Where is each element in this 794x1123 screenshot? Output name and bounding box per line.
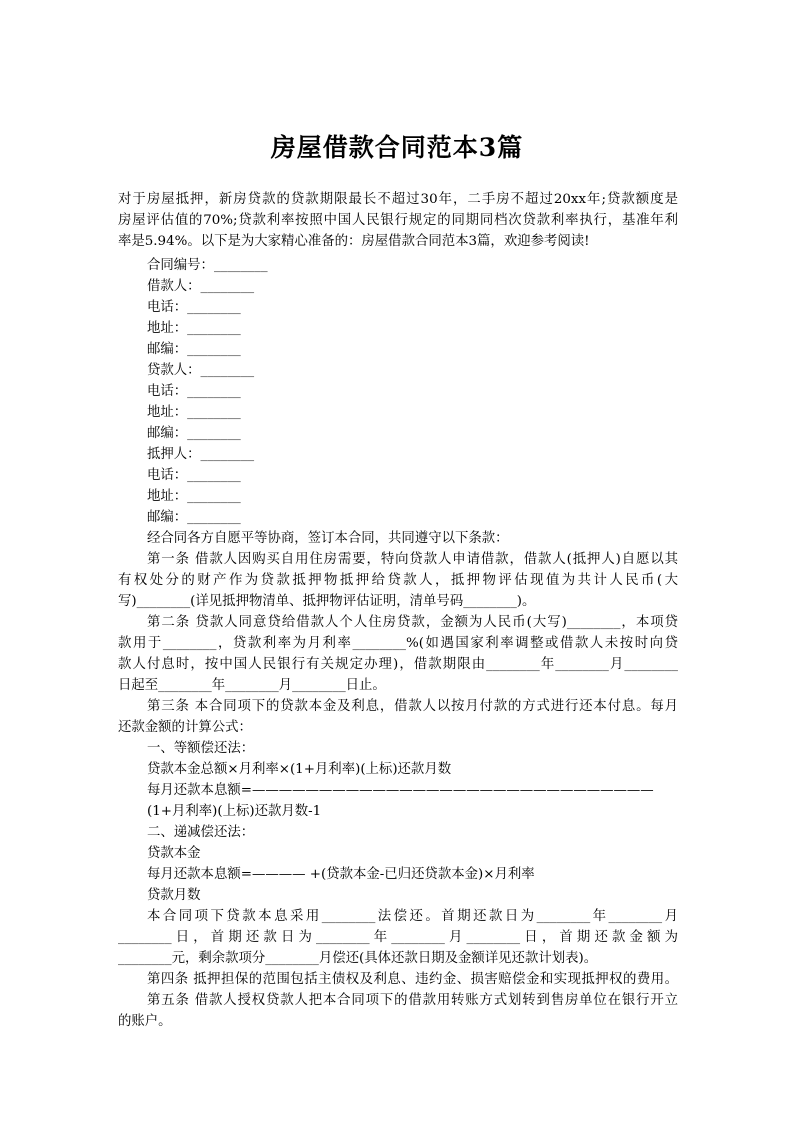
text-line: 款用于________，贷款利率为月利率________%(如遇国家利率调整或借款人未按时向贷 <box>118 636 678 651</box>
text-line: 经合同各方自愿平等协商，签订本合同，共同遵守以下条款： <box>147 531 509 546</box>
text-line: (1+月利率)(上标)还款月数-1 <box>147 804 322 819</box>
text-line: 对于房屋抵押，新房贷款的贷款期限最长不超过30年，二手房不超过20xx年;贷款额度是 <box>118 192 678 207</box>
text-line: 贷款月数 <box>147 888 201 903</box>
text-line: 邮编：________ <box>147 510 241 525</box>
text-line: 日起至________年________月________日止。 <box>118 678 386 693</box>
text-line: 地址：________ <box>147 321 241 336</box>
text-line: 地址：________ <box>147 405 241 420</box>
text-line: 贷款本金总额×月利率×(1+月利率)(上标)还款月数 <box>147 762 452 777</box>
document-title: 房屋借款合同范本3篇 <box>270 133 524 162</box>
text-line: 有权处分的财产作为贷款抵押物抵押给贷款人，抵押物评估现值为共计人民币(大 <box>118 573 678 588</box>
text-line: 每月还款本息额=———— +(贷款本金-已归还贷款本金)×月利率 <box>147 867 535 882</box>
text-line: 合同编号：________ <box>147 258 268 273</box>
text-line: 本合同项下贷款本息采用________法偿还。首期还款日为________年________月 <box>147 909 678 924</box>
text-line: 抵押人：________ <box>147 447 255 462</box>
text-line: 一、等额偿还法： <box>147 741 255 756</box>
text-line: 率是5.94%。以下是为大家精心准备的：房屋借款合同范本3篇，欢迎参考阅读! <box>118 234 590 249</box>
text-line: 房屋评估值的70%;贷款利率按照中国人民银行规定的同期同档次贷款利率执行，基准年利 <box>118 213 678 228</box>
text-line: 邮编：________ <box>147 342 241 357</box>
text-line: 电话：________ <box>147 384 241 399</box>
text-line: 借款人：________ <box>147 279 255 294</box>
text-line: 二、递减偿还法： <box>147 825 255 840</box>
text-line: 电话：________ <box>147 300 241 315</box>
text-line: 每月还款本息额=—————————————————————————————— <box>147 783 654 798</box>
text-line: 第三条 本合同项下的贷款本金及利息，借款人以按月付款的方式进行还本付息。每月 <box>147 699 678 714</box>
text-line: 贷款人：________ <box>147 363 255 378</box>
text-line: 第四条 抵押担保的范围包括主债权及利息、违约金、损害赔偿金和实现抵押权的费用。 <box>147 972 678 987</box>
text-line: 地址：________ <box>147 489 241 504</box>
text-line: 电话：________ <box>147 468 241 483</box>
text-line: 邮编：________ <box>147 426 241 441</box>
text-line: 款人付息时，按中国人民银行有关规定办理)，借款期限由________年________月________ <box>118 657 678 672</box>
text-line: ________元，剩余款项分________月偿还(具体还款日期及金额详见还款计划表)。 <box>118 951 598 966</box>
text-line: 贷款本金 <box>147 846 201 861</box>
text-line: 写)________(详见抵押物清单、抵押物评估证明，清单号码________)。 <box>118 594 536 609</box>
text-line: 第二条 贷款人同意贷给借款人个人住房贷款，金额为人民币(大写)________，本项贷 <box>147 615 678 630</box>
text-line: 第一条 借款人因购买自用住房需要，特向贷款人申请借款，借款人(抵押人)自愿以其 <box>147 552 678 567</box>
text-line: 还款金额的计算公式： <box>118 720 252 735</box>
text-line: 的账户。 <box>118 1014 172 1029</box>
text-line: ________日，首期还款日为________年________月________日，首期还款金额为 <box>118 930 678 945</box>
text-line: 第五条 借款人授权贷款人把本合同项下的借款用转账方式划转到售房单位在银行开立 <box>147 993 678 1008</box>
